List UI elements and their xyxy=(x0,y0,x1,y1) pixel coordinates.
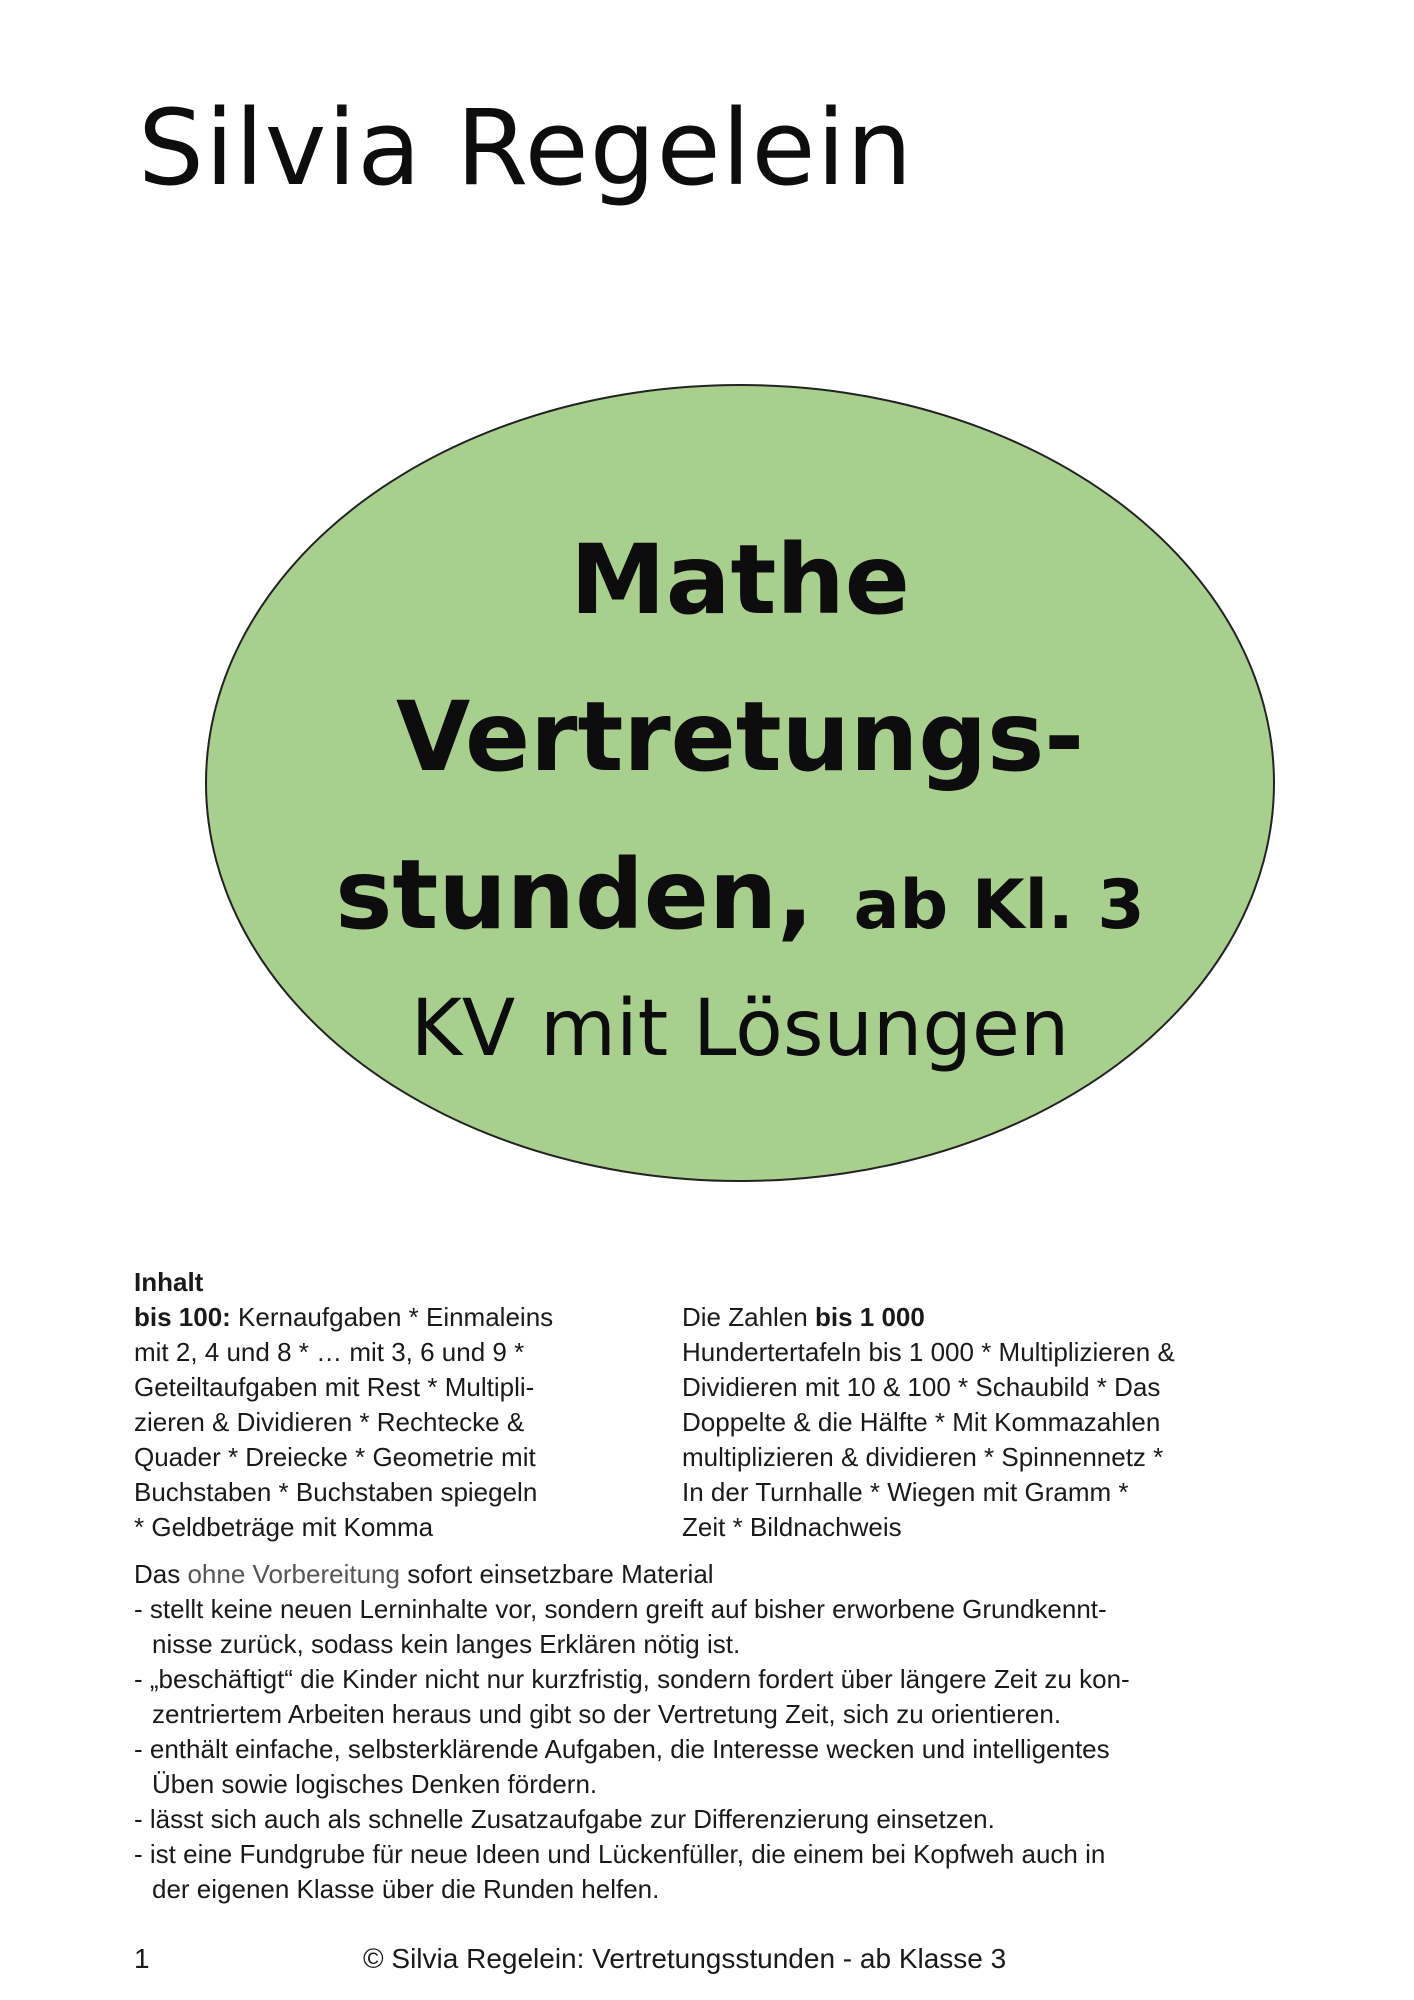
title-block xyxy=(205,384,1275,1182)
contents-left-line: zieren & Dividieren * Rechtecke & xyxy=(134,1407,525,1437)
contents-left-line: * Geldbeträge mit Komma xyxy=(134,1512,434,1542)
grade-label: ab Kl. 3 xyxy=(853,866,1145,945)
contents-right-line: Dividieren mit 10 & 100 * Schaubild * Das xyxy=(682,1372,1161,1402)
range-label-100: bis 100: xyxy=(134,1302,231,1332)
intro-heading-line: Das ohne Vorbereitung sofort einsetzbare Material xyxy=(134,1559,714,1589)
contents-left-line: Quader * Dreiecke * Geometrie mit xyxy=(134,1442,536,1472)
intro-text xyxy=(134,1557,1314,1907)
bullet-line: der eigenen Klasse über die Runden helfen. xyxy=(152,1874,660,1904)
page-number: 1 xyxy=(134,1943,150,1974)
bullet-line: - stellt keine neuen Lerninhalte vor, sondern greift auf bisher erworbene Grundkennt- xyxy=(134,1594,1107,1624)
contents-left-line: Geteiltaufgaben mit Rest * Multipli- xyxy=(134,1372,535,1402)
contents-right-line: multiplizieren & dividieren * Spinnennetz * xyxy=(682,1442,1164,1472)
title-line-3 xyxy=(205,839,1275,951)
title-line-3-main: stunden, xyxy=(335,839,814,951)
contents-left-column xyxy=(134,1300,654,1545)
contents-left-line: bis 100: Kernaufgaben * Einmaleins xyxy=(134,1302,554,1332)
bullet-line: - enthält einfache, selbsterklärende Aufgaben, die Interesse wecken und intelligentes xyxy=(134,1734,1110,1764)
contents-left-line: Buchstaben * Buchstaben spiegeln xyxy=(134,1477,538,1507)
bullet-line: zentriertem Arbeiten heraus und gibt so der Vertretung Zeit, sich zu orientieren. xyxy=(152,1699,1062,1729)
title-line-1: Mathe xyxy=(570,524,910,636)
contents-right-line: Doppelte & die Hälfte * Mit Kommazahlen xyxy=(682,1407,1161,1437)
subtitle: KV mit Lösungen xyxy=(410,984,1070,1074)
author-name: Silvia Regelein xyxy=(138,87,914,209)
bullet-line: nisse zurück, sodass kein langes Erklären nötig ist. xyxy=(152,1629,741,1659)
bullet-line: - „beschäftigt“ die Kinder nicht nur kurzfristig, sondern fordert über längere Zeit zu kon- xyxy=(134,1664,1130,1694)
contents-right-line: In der Turnhalle * Wiegen mit Gramm * xyxy=(682,1477,1129,1507)
copyright-footer: © Silvia Regelein: Vertretungsstunden - ab Klasse 3 xyxy=(363,1943,1007,1974)
contents-right-line: Hundertertafeln bis 1 000 * Multiplizieren & xyxy=(682,1337,1175,1367)
contents-left-line: mit 2, 4 und 8 * … mit 3, 6 und 9 * xyxy=(134,1337,525,1367)
contents-heading: Inhalt xyxy=(134,1267,204,1297)
contents-right-line: Die Zahlen bis 1 000 xyxy=(682,1302,925,1332)
contents-right-line: Zeit * Bildnachweis xyxy=(682,1512,902,1542)
range-label-1000: bis 1 000 xyxy=(814,1302,925,1332)
contents-right-column xyxy=(682,1300,1302,1545)
title-line-2: Vertretungs- xyxy=(395,681,1085,793)
bullet-line: Üben sowie logisches Denken fördern. xyxy=(152,1769,598,1799)
bullet-line: - ist eine Fundgrube für neue Ideen und Lückenfüller, die einem bei Kopfweh auch in xyxy=(134,1839,1106,1869)
highlight-text: ohne Vorbereitung xyxy=(187,1559,400,1589)
bullet-line: - lässt sich auch als schnelle Zusatzaufgabe zur Differenzierung einsetzen. xyxy=(134,1804,995,1834)
